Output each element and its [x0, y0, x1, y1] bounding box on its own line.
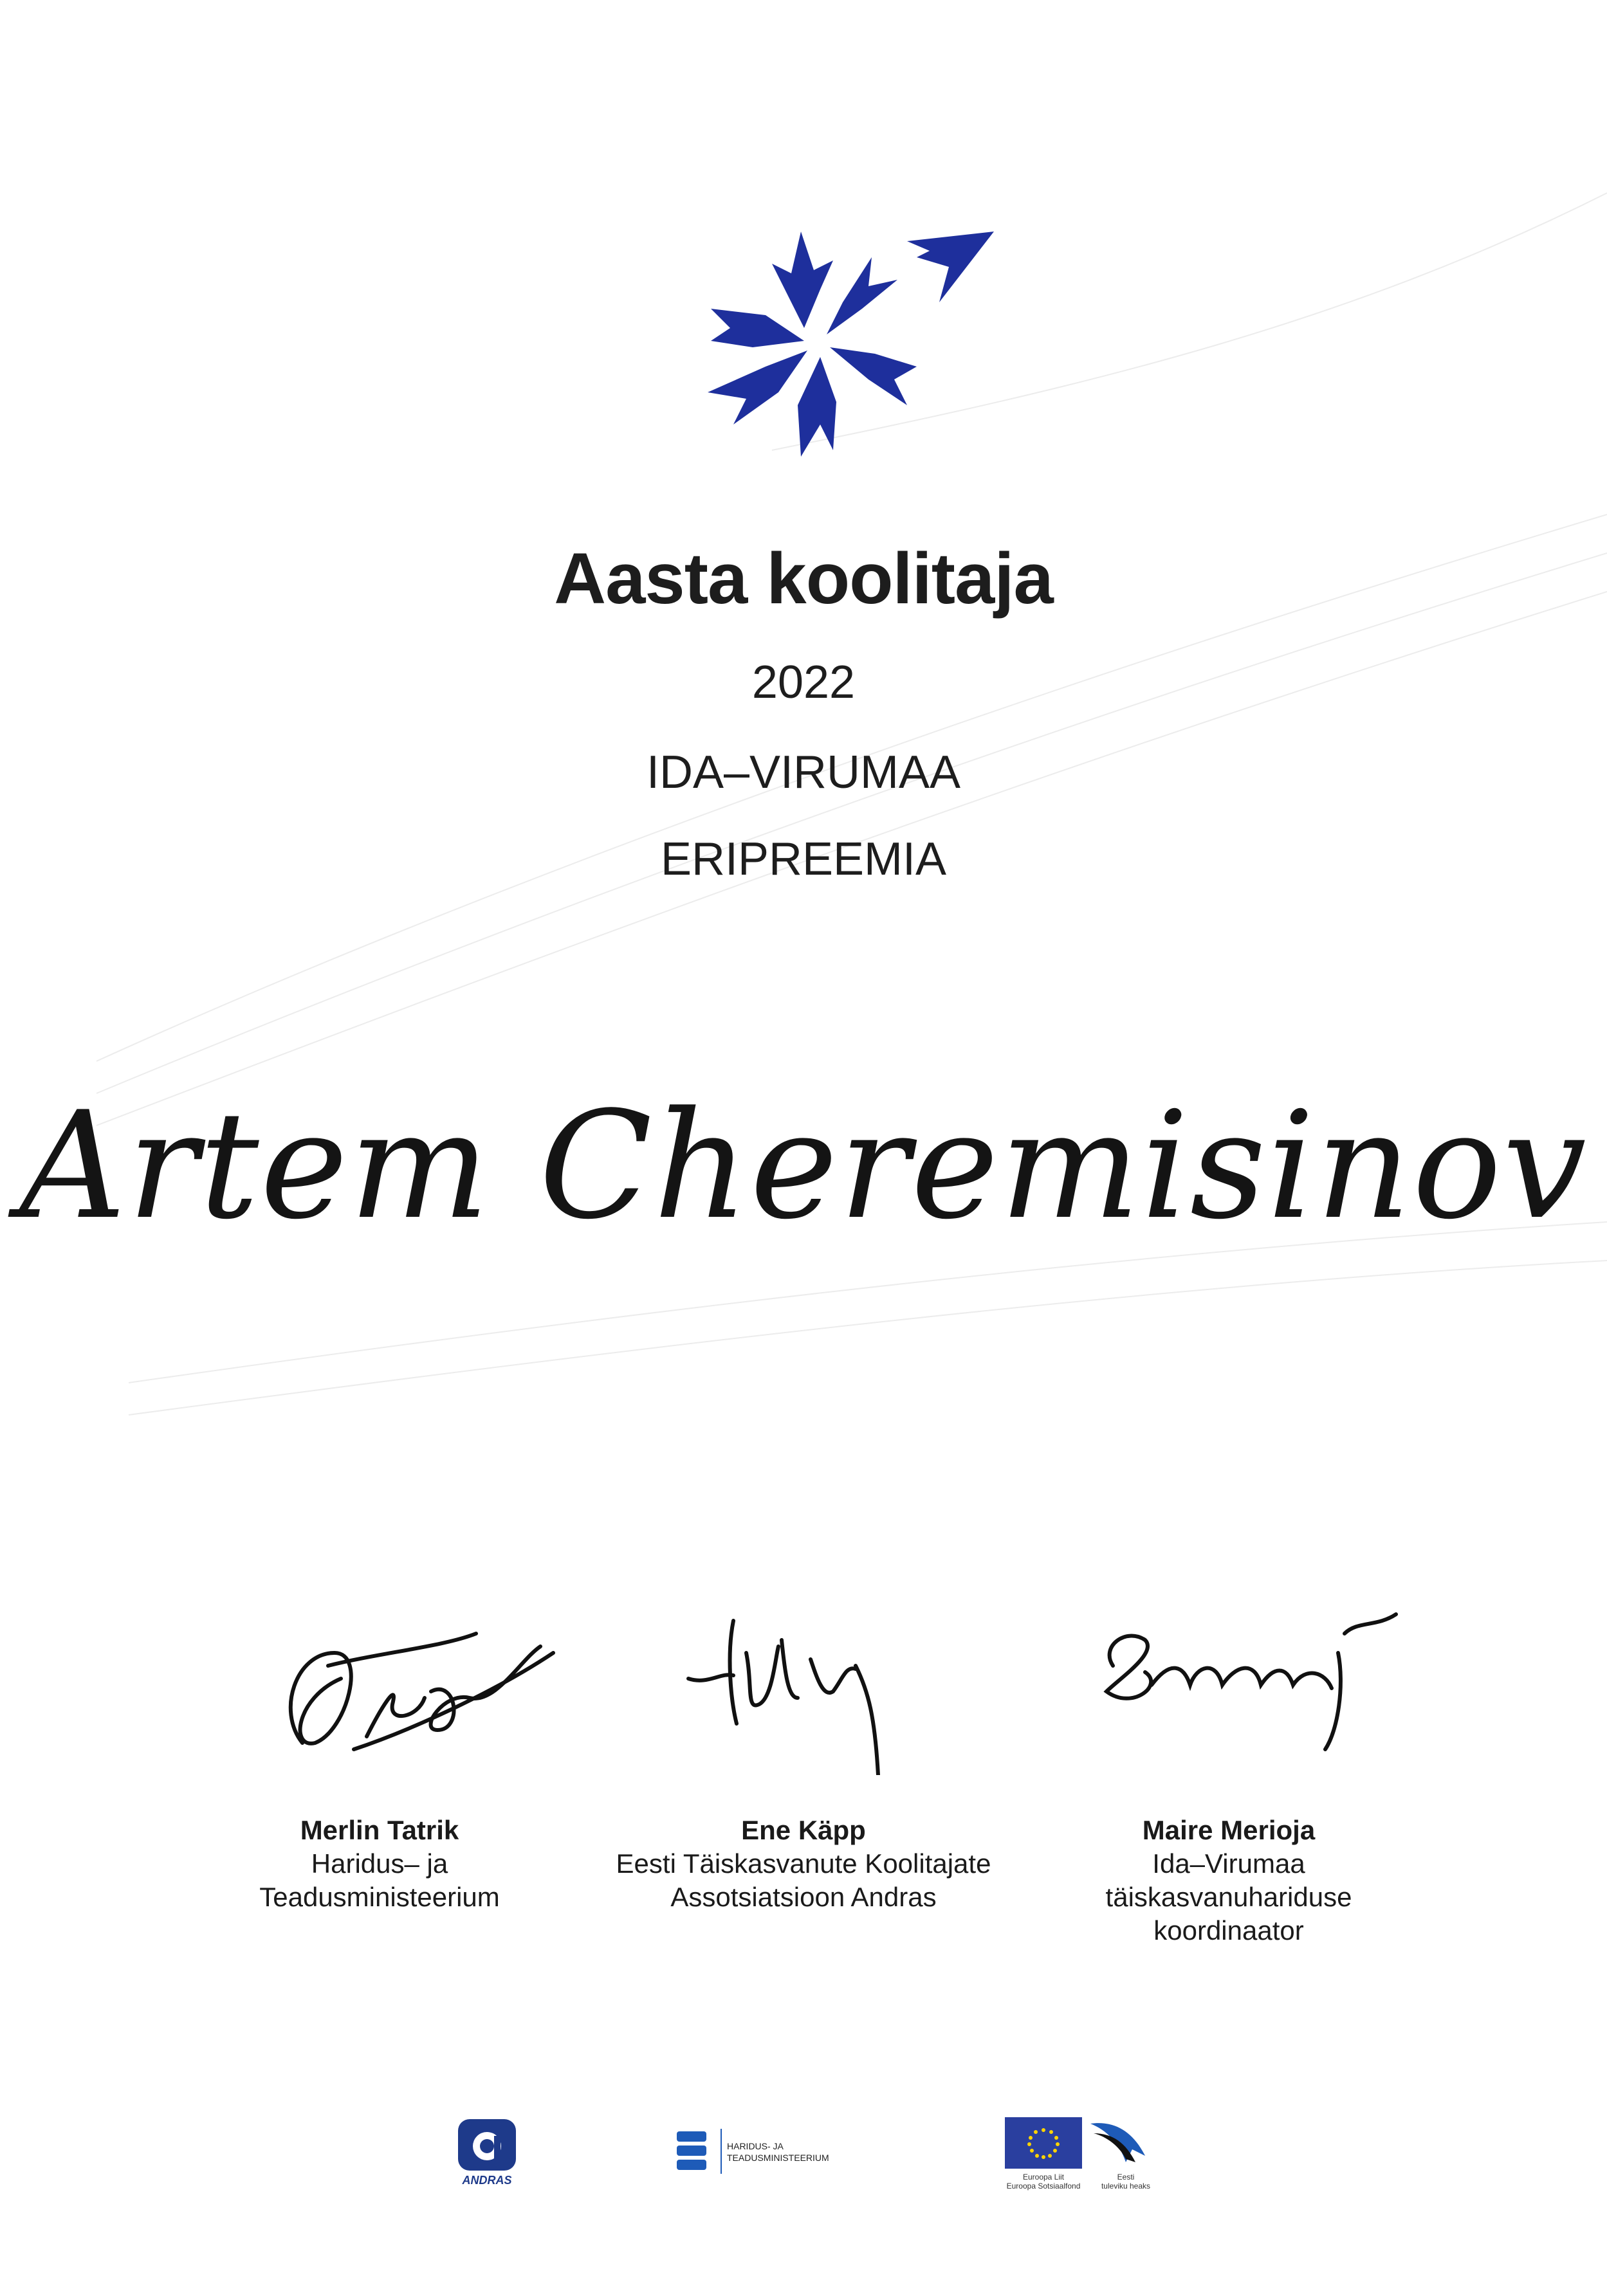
signatory-name: Merlin Tatrik	[300, 1815, 459, 1845]
estonia-label-line: Eesti	[1117, 2173, 1135, 2182]
signatory-block	[984, 1814, 1473, 1947]
signatory-org: Haridus– ja	[311, 1848, 448, 1879]
eu-flag-icon	[1005, 2117, 1082, 2169]
andras-label: ANDRAS	[462, 2174, 512, 2187]
certificate-title: Aasta koolitaja	[554, 538, 1053, 619]
signature-icon	[251, 1582, 611, 1775]
ministry-logo	[675, 2129, 843, 2180]
signature-icon	[663, 1582, 1023, 1775]
estonia-swallow-icon	[1087, 2117, 1148, 2172]
signatory-name: Maire Merioja	[1142, 1815, 1316, 1845]
signatory-org: koordinaator	[1153, 1915, 1304, 1945]
andras-logo-icon	[458, 2119, 516, 2187]
certificate-region: IDA–VIRUMAA	[646, 747, 961, 798]
recipient-name: Artem Cheremisinov	[19, 1080, 1588, 1252]
signatory-org: Assotsiatsioon Andras	[670, 1882, 937, 1912]
signatory-block	[559, 1814, 1048, 1914]
ministry-lions-icon	[675, 2129, 708, 2174]
signatory-org: täiskasvanuhariduse	[1105, 1882, 1352, 1912]
signatory-org: Teadusministeerium	[259, 1882, 500, 1912]
estonia-label	[1094, 2173, 1158, 2191]
eu-label-line: Euroopa Sotsiaalfond	[1006, 2182, 1081, 2191]
certificate-year: 2022	[751, 657, 856, 708]
signatory-org: Ida–Virumaa	[1152, 1848, 1305, 1879]
signatory-name: Ene Käpp	[741, 1815, 866, 1845]
signature-icon	[1061, 1582, 1422, 1775]
signatory-org: Eesti Täiskasvanute Koolitajate	[616, 1848, 991, 1879]
estonia-label-line: tuleviku heaks	[1101, 2182, 1151, 2191]
ministry-label: TEADUSMINISTEERIUM	[727, 2153, 829, 2163]
eu-label-line: Euroopa Liit	[1022, 2173, 1065, 2182]
signatory-block	[135, 1814, 624, 1914]
certificate-prize: ERIPREEMIA	[660, 834, 947, 885]
cornflower-logo-icon	[695, 219, 1016, 463]
ministry-label: HARIDUS- JA	[727, 2141, 784, 2151]
eu-label	[992, 2173, 1095, 2191]
